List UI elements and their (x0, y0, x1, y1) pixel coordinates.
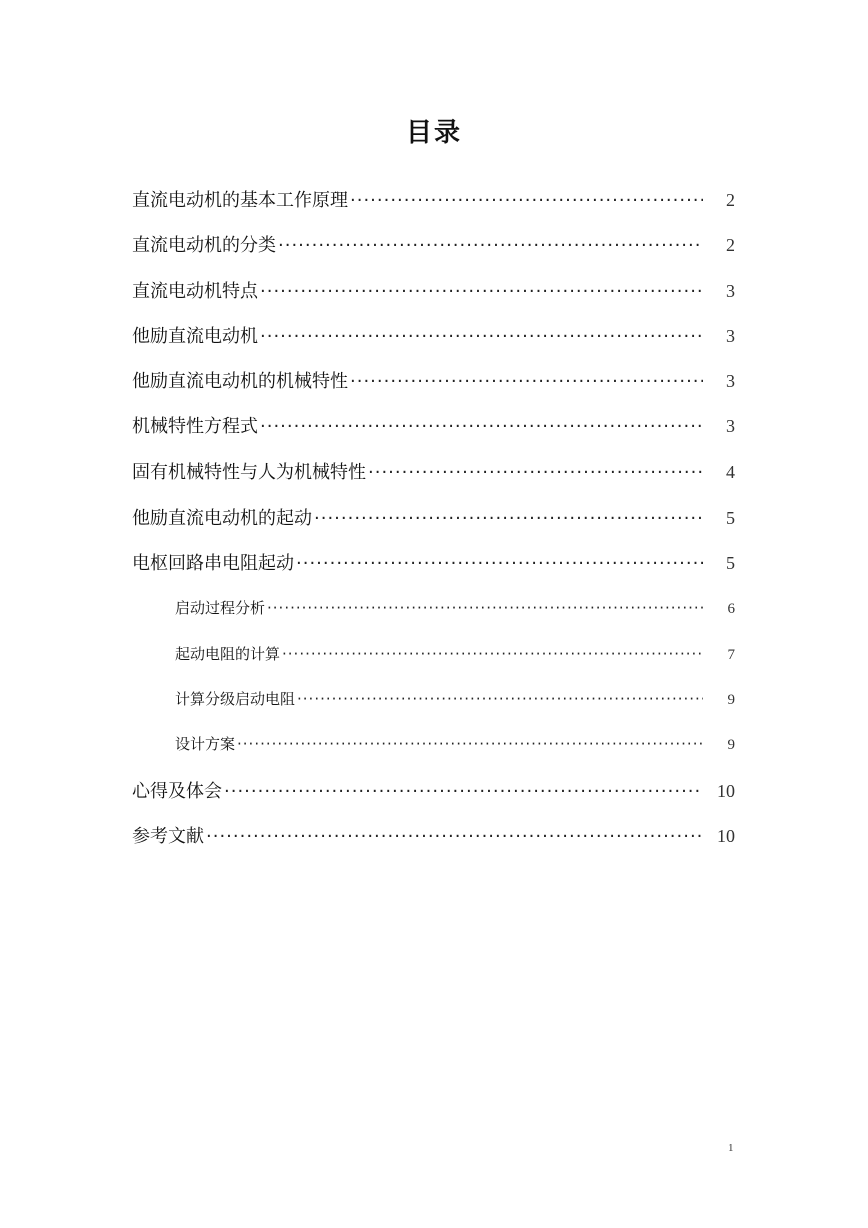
toc-entry-text: 电枢回路串电阻起动 (132, 553, 294, 574)
toc-dot-leader (278, 235, 703, 256)
toc-subentry[interactable] (175, 733, 735, 755)
toc-entry-text: 直流电动机的基本工作原理 (132, 190, 348, 211)
toc-entry-text: 他励直流电动机 (132, 326, 258, 347)
toc-entry-page: 3 (726, 326, 735, 346)
toc-dot-leader (206, 826, 703, 847)
toc-entry-page: 9 (727, 692, 735, 708)
toc-entry-text: 起动电阻的计算 (175, 645, 281, 663)
toc-dot-leader (260, 281, 703, 302)
toc-dot-leader (260, 416, 703, 437)
toc-entry-page: 5 (726, 553, 735, 573)
toc-entry-page: 6 (727, 601, 735, 617)
toc-dot-leader (237, 735, 703, 753)
toc-entry-page: 9 (727, 737, 735, 753)
toc-entry[interactable] (132, 412, 735, 438)
toc-dot-leader (260, 326, 703, 347)
toc-dot-leader (296, 553, 703, 574)
toc-entry-text: 他励直流电动机的起动 (132, 508, 312, 529)
toc-entry-text: 直流电动机特点 (132, 281, 258, 302)
toc-entry-text: 他励直流电动机的机械特性 (132, 371, 348, 392)
toc-subentry[interactable] (175, 597, 735, 619)
toc-entry-text: 计算分级启动电阻 (175, 690, 296, 708)
toc-dot-leader (314, 508, 703, 529)
toc-title: 目录 (405, 118, 462, 148)
toc-entry-page: 7 (727, 647, 735, 663)
toc-dot-leader (350, 190, 703, 211)
toc-entry-page: 3 (726, 416, 735, 436)
toc-entry[interactable] (132, 549, 735, 575)
toc-entry[interactable] (132, 367, 735, 393)
toc-entry[interactable] (132, 322, 735, 348)
toc-entry-page: 3 (726, 281, 735, 301)
toc-entry[interactable] (132, 822, 735, 848)
toc-dot-leader (297, 690, 703, 708)
toc-dot-leader (368, 462, 703, 483)
toc-entry-text: 固有机械特性与人为机械特性 (132, 462, 366, 483)
toc-entry-text: 参考文献 (132, 826, 204, 847)
toc-entry[interactable] (132, 777, 735, 803)
toc-entry[interactable] (132, 504, 735, 530)
toc-entry[interactable] (132, 458, 735, 484)
toc-entry-text: 设计方案 (175, 735, 236, 753)
toc-dot-leader (350, 371, 703, 392)
toc-dot-leader (282, 645, 703, 663)
toc-entry-page: 3 (726, 371, 735, 391)
toc-entry-text: 机械特性方程式 (132, 416, 258, 437)
toc-subentry[interactable] (175, 688, 735, 710)
toc-dot-leader (267, 599, 703, 617)
toc-entry-text: 直流电动机的分类 (132, 235, 276, 256)
footer-page-number: 1 (728, 1142, 734, 1154)
toc-entry-page: 5 (726, 508, 735, 528)
toc-entry[interactable] (132, 186, 735, 212)
toc-entry-text: 心得及体会 (132, 781, 222, 802)
toc-entry[interactable] (132, 231, 735, 257)
toc-entry-text: 启动过程分析 (175, 599, 266, 617)
toc-entry-page: 2 (726, 235, 735, 255)
toc-entry-page: 10 (717, 781, 735, 801)
toc-entry-page: 10 (717, 826, 735, 846)
toc-entry-page: 4 (726, 462, 735, 482)
toc-entry-page: 2 (726, 190, 735, 210)
toc-dot-leader (224, 781, 703, 802)
toc-subentry[interactable] (175, 643, 735, 665)
toc-entry[interactable] (132, 277, 735, 303)
